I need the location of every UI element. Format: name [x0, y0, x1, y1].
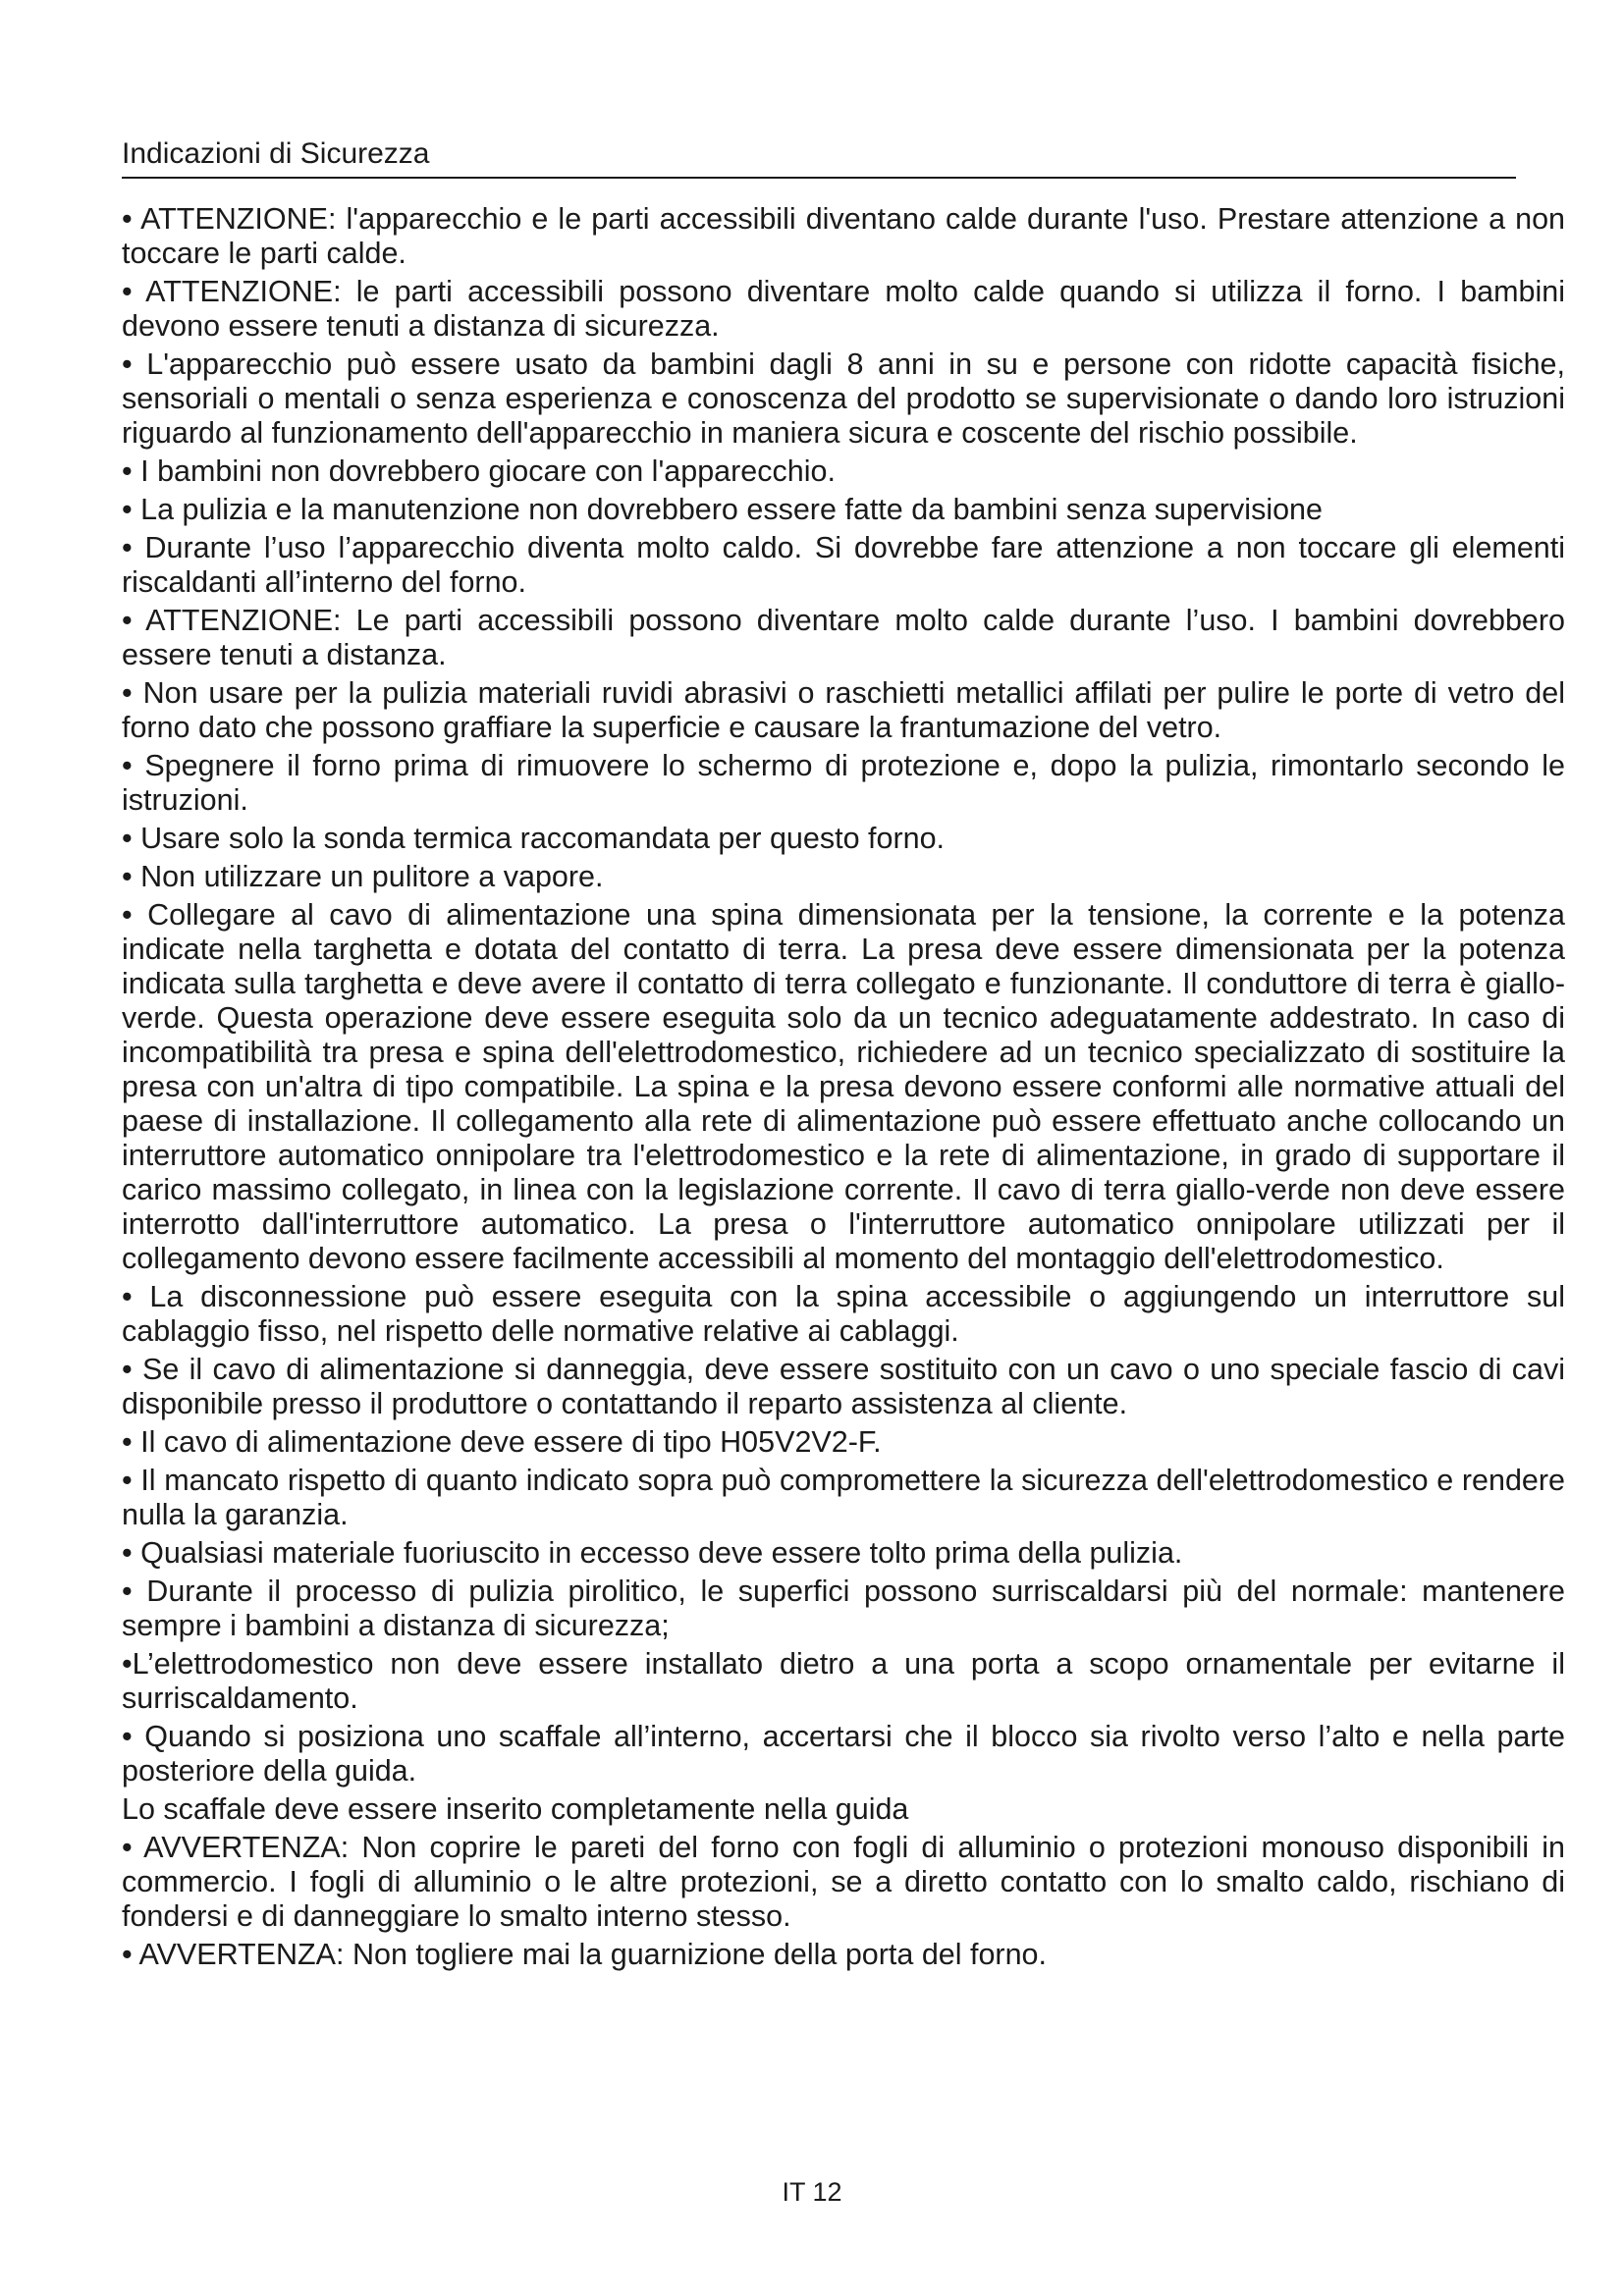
paragraph: • AVVERTENZA: Non coprire le pareti del forno con fogli di alluminio o protezioni monouso disponibili in commercio. I fogli di alluminio o le altre protezioni, se a diretto contatto con lo smalto caldo, rischiano di fondersi e di danneggiare lo smalto interno stesso. [122, 1831, 1565, 1933]
paragraph: • Quando si posiziona uno scaffale all’interno, accertarsi che il blocco sia rivolto verso l’alto e nella parte posteriore della guida. [122, 1720, 1565, 1788]
page-number: IT 12 [782, 2177, 842, 2207]
paragraph: • Durante l’uso l’apparecchio diventa molto caldo. Si dovrebbe fare attenzione a non toccare gli elementi riscaldanti all’interno del forno. [122, 531, 1565, 599]
paragraph: • Durante il processo di pulizia pirolitico, le superfici possono surriscaldarsi più del normale: mantenere sempre i bambini a distanza di sicurezza; [122, 1575, 1565, 1642]
paragraph: • AVVERTENZA: Non togliere mai la guarnizione della porta del forno. [122, 1938, 1047, 1971]
paragraph: • La pulizia e la manutenzione non dovrebbero essere fatte da bambini senza supervisione [122, 493, 1323, 526]
paragraph: • Collegare al cavo di alimentazione una spina dimensionata per la tensione, la corrente e la potenza indicate nella targhetta e dotata del contatto di terra. La presa deve essere dimensionata per la potenza indicata sulla targhetta e deve avere il contatto di terra collegato e funzionante. Il conduttore di terra è giallo-verde. Questa operazione deve essere eseguita solo da un tecnico adeguatamente addestrato. In caso di incompatibilità tra presa e spina dell'elettrodomestico, richiedere ad un tecnico specializzato di sostituire la presa con un'altra di tipo compatibile. La spina e la presa devono essere conformi alle normative attuali del paese di installazione. Il collegamento alla rete di alimentazione può essere effettuato anche collocando un interruttore automatico onnipolare tra l'elettrodomestico e la rete di alimentazione, in grado di supportare il carico massimo collegato, in linea con la legislazione corrente. Il cavo di terra giallo-verde non deve essere interrotto dall'interruttore automatico. La presa o l'interruttore automatico onnipolare utilizzati per il collegamento devono essere facilmente accessibili al momento del montaggio dell'elettrodomestico. [122, 898, 1565, 1275]
paragraph: • ATTENZIONE: l'apparecchio e le parti accessibili diventano calde durante l'uso. Prestare attenzione a non toccare le parti calde. [122, 202, 1565, 270]
paragraph: • Spegnere il forno prima di rimuovere lo schermo di protezione e, dopo la pulizia, rimontarlo secondo le istruzioni. [122, 749, 1565, 817]
paragraph: • ATTENZIONE: le parti accessibili possono diventare molto calde quando si utilizza il forno. I bambini devono essere tenuti a distanza di sicurezza. [122, 275, 1565, 343]
paragraph: • I bambini non dovrebbero giocare con l'apparecchio. [122, 454, 836, 488]
section-header [122, 135, 1516, 179]
paragraph: • Non utilizzare un pulitore a vapore. [122, 860, 604, 893]
paragraph: • La disconnessione può essere eseguita con la spina accessibile o aggiungendo un interruttore sul cablaggio fisso, nel rispetto delle normative relative ai cablaggi. [122, 1280, 1565, 1348]
paragraph: • Non usare per la pulizia materiali ruvidi abrasivi o raschietti metallici affilati per pulire le porte di vetro del forno dato che possono graffiare la superficie e causare la frantumazione del vetro. [122, 676, 1565, 744]
page-title: Indicazioni di Sicurezza [122, 137, 430, 170]
paragraph: • L'apparecchio può essere usato da bambini dagli 8 anni in su e persone con ridotte capacità fisiche, sensoriali o mentali o senza esperienza e conoscenza del prodotto se supervisionate o dando loro istruzioni riguardo al funzionamento dell'apparecchio in maniera sicura e coscente del rischio possibile. [122, 347, 1565, 450]
paragraph: • Qualsiasi materiale fuoriuscito in eccesso deve essere tolto prima della pulizia. [122, 1536, 1183, 1570]
paragraph: • ATTENZIONE: Le parti accessibili possono diventare molto calde durante l’uso. I bambini dovrebbero essere tenuti a distanza. [122, 604, 1565, 671]
paragraph: Lo scaffale deve essere inserito completamente nella guida [122, 1792, 909, 1826]
paragraph: • Il cavo di alimentazione deve essere di tipo H05V2V2-F. [122, 1425, 882, 1459]
paragraph: • Se il cavo di alimentazione si danneggia, deve essere sostituito con un cavo o uno speciale fascio di cavi disponibile presso il produttore o contattando il reparto assistenza al cliente. [122, 1353, 1565, 1420]
paragraph: • Usare solo la sonda termica raccomandata per questo forno. [122, 822, 946, 855]
paragraph: •L’elettrodomestico non deve essere installato dietro a una porta a scopo ornamentale per evitarne il surriscaldamento. [122, 1647, 1565, 1715]
paragraph: • Il mancato rispetto di quanto indicato sopra può compromettere la sicurezza dell'elettrodomestico e rendere nulla la garanzia. [122, 1464, 1565, 1531]
safety-instructions [122, 202, 1565, 1976]
